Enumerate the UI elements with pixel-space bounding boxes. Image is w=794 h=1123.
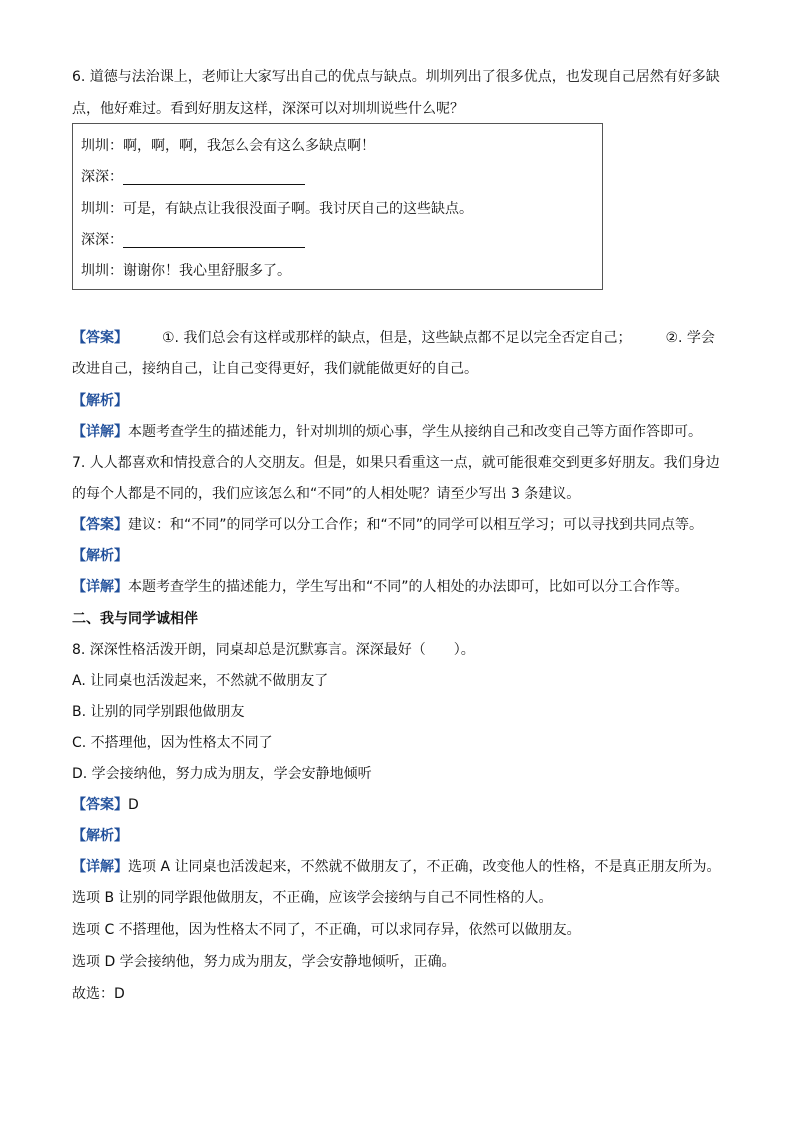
q8-detail-1: 【详解】选项 A 让同桌也活泼起来，不然就不做朋友了，不正确，改变他人的性格，不是真正朋友所为。 — [72, 859, 721, 875]
option-d: D. 学会接纳他，努力成为朋友，学会安静地倾听 — [72, 766, 372, 782]
q6-stem-line-2: 点，他好难过。看到好朋友这样，深深可以对圳圳说些什么呢？ — [72, 101, 464, 117]
dialog-line-3: 圳圳：可是，有缺点让我很没面子啊。我讨厌自己的这些缺点。 — [81, 201, 473, 217]
q8-detail-3: 选项 C 不搭理他，因为性格太不同了，不正确，可以求同存异，依然可以做朋友。 — [72, 922, 581, 938]
analysis-tag: 【解析】 — [72, 828, 128, 844]
detail-tag: 【详解】 — [72, 859, 128, 875]
answer-tag: 【答案】 — [72, 517, 128, 533]
answer-blank[interactable] — [123, 233, 305, 248]
q8-detail-2: 选项 B 让别的同学跟他做朋友，不正确，应该学会接纳与自己不同性格的人。 — [72, 890, 553, 906]
answer-tag: 【答案】 — [72, 330, 128, 346]
detail-tag: 【详解】 — [72, 579, 128, 595]
dialog-line-5: 圳圳：谢谢你！我心里舒服多了。 — [81, 263, 291, 279]
q7-stem-line-2: 的每个人都是不同的，我们应该怎么和“不同”的人相处呢？请至少写出 3 条建议。 — [72, 486, 581, 502]
q8-conclusion: 故选：D — [72, 986, 125, 1002]
q6-stem-line-1: 6. 道德与法治课上，老师让大家写出自己的优点与缺点。圳圳列出了很多优点，也发现自己居然有好多缺 — [72, 69, 720, 85]
option-b: B. 让别的同学别跟他做朋友 — [72, 704, 245, 720]
option-c: C. 不搭理他，因为性格太不同了 — [72, 735, 273, 751]
detail-tag: 【详解】 — [72, 424, 128, 440]
q7-detail: 【详解】本题考查学生的描述能力，学生写出和“不同”的人相处的办法即可，比如可以分工合作等。 — [72, 579, 689, 595]
q6-detail: 【详解】本题考查学生的描述能力，针对圳圳的烦心事，学生从接纳自己和改变自己等方面作答即可。 — [72, 424, 702, 440]
q8-detail-4: 选项 D 学会接纳他，努力成为朋友，学会安静地倾听，正确。 — [72, 954, 456, 970]
answer-blank[interactable] — [123, 170, 305, 185]
q7-stem-line-1: 7. 人人都喜欢和情投意合的人交朋友。但是，如果只看重这一点，就可能很难交到更多好朋友。我们身边 — [72, 455, 720, 471]
analysis-tag: 【解析】 — [72, 393, 128, 409]
dialog-line-4: 深深： — [81, 230, 305, 250]
dialog-line-1: 圳圳：啊，啊，啊，我怎么会有这么多缺点啊！ — [81, 138, 375, 154]
dialog-box — [72, 123, 603, 290]
dialog-line-2: 深深： — [81, 167, 305, 187]
q8-stem: 8. 深深性格活泼开朗，同桌却总是沉默寡言。深深最好（ ）。 — [72, 642, 475, 658]
q6-answer-1: ①. 我们总会有这样或那样的缺点，但是，这些缺点都不足以完全否定自己； — [162, 330, 632, 346]
q8-answer: 【答案】D — [72, 797, 139, 813]
section-title: 二、我与同学诚相伴 — [72, 611, 198, 627]
q6-answer-line-1 — [72, 328, 715, 348]
q6-answer-2a: ②. 学会 — [665, 330, 715, 346]
answer-tag: 【答案】 — [72, 797, 128, 813]
option-a: A. 让同桌也活泼起来，不然就不做朋友了 — [72, 673, 329, 689]
q7-answer: 【答案】建议：和“不同”的同学可以分工合作；和“不同”的同学可以相互学习；可以寻找到共同点等。 — [72, 517, 704, 533]
q6-answer-2b: 改进自己，接纳自己，让自己变得更好，我们就能做更好的自己。 — [72, 361, 478, 377]
analysis-tag: 【解析】 — [72, 548, 128, 564]
